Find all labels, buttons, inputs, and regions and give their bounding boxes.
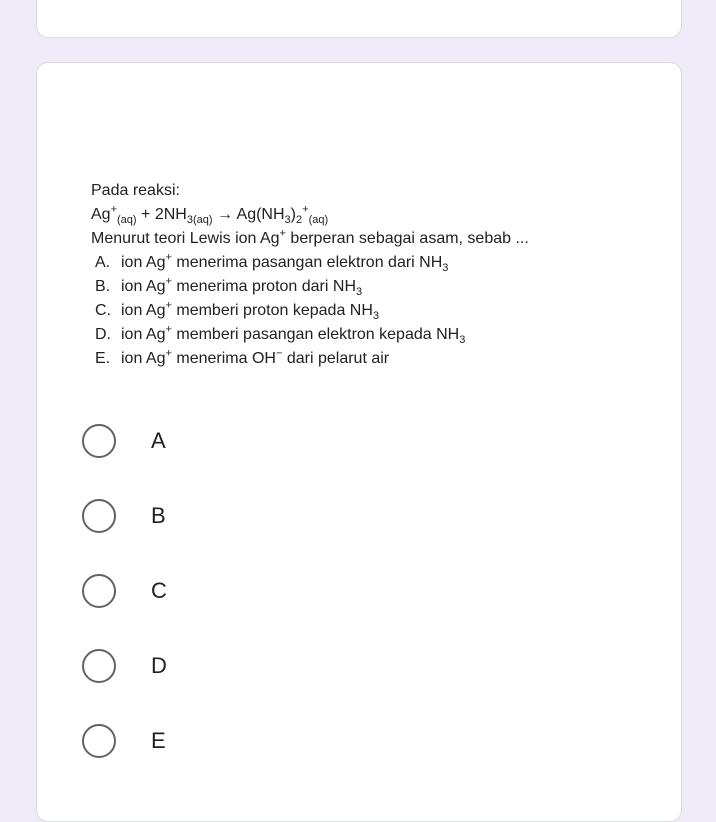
choice-label-a: A xyxy=(151,427,166,453)
choice-c[interactable] xyxy=(81,553,167,628)
radio-b[interactable] xyxy=(82,499,116,533)
option-text-b: B. ion Ag+ menerima proton dari $NH_3$ xyxy=(95,275,363,299)
previous-question-card xyxy=(36,0,682,38)
radio-e[interactable] xyxy=(82,724,116,758)
option-text-a: A. ion Ag+ menerima pasangan elektron dari $NH_3$ xyxy=(95,251,449,275)
option-text-e: E. ion Ag+ menerima OH− dari pelarut air xyxy=(95,347,390,367)
choice-e[interactable] xyxy=(81,703,167,778)
question-card xyxy=(36,62,682,822)
question-intro: Pada reaksi: xyxy=(91,182,180,199)
choice-b[interactable] xyxy=(81,478,167,553)
choice-label-b: B xyxy=(151,502,166,528)
option-text-c: C. ion Ag+ memberi proton kepada $NH_3$ xyxy=(95,299,380,323)
question-text xyxy=(91,179,651,371)
reaction-equation: $Ag^+_{(aq)} + 2NH_{3(aq)} \to Ag(NH_3)_2^+_{(aq)}$ xyxy=(91,203,329,227)
choice-a[interactable] xyxy=(81,403,167,478)
answer-choices xyxy=(81,403,167,778)
radio-d[interactable] xyxy=(82,649,116,683)
radio-a[interactable] xyxy=(82,424,116,458)
option-text-d: D. ion Ag+ memberi pasangan elektron kepada $NH_3$ xyxy=(95,323,466,347)
choice-label-e: E xyxy=(151,727,166,753)
choice-label-d: D xyxy=(151,652,167,678)
choice-d[interactable] xyxy=(81,628,167,703)
choice-label-c: C xyxy=(151,577,167,603)
question-prompt: Menurut teori Lewis ion Ag+ berperan sebagai asam, sebab ... xyxy=(91,227,529,247)
radio-c[interactable] xyxy=(82,574,116,608)
